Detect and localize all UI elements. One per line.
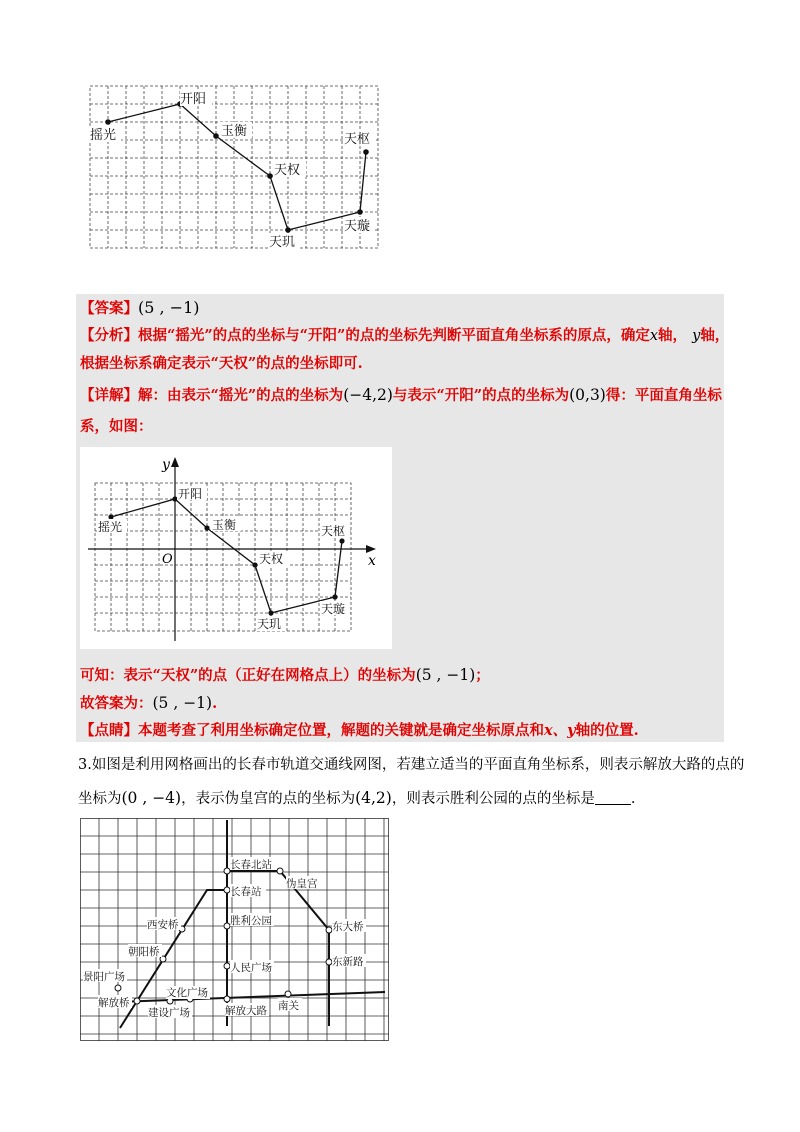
label-jiefang-dalu: 解放大路 <box>225 1005 267 1017</box>
figure-2-coordinate-system <box>80 447 392 649</box>
label-tianquan: 天权 <box>259 552 284 566</box>
point-yaoguang <box>105 119 111 125</box>
label-kaiyang: 开阳 <box>178 487 203 501</box>
point-tianxuan <box>357 209 363 215</box>
answer-blank <box>595 790 631 805</box>
label-yuheng: 玉衡 <box>212 518 237 532</box>
label-dongxinlu: 东新路 <box>332 956 364 968</box>
question-3-coord-2: (4,2) <box>355 789 392 807</box>
label-tianji: 天玑 <box>257 617 282 631</box>
y-axis-label: y <box>162 457 170 473</box>
point-kaiyang <box>172 496 177 501</box>
final-answer-label: 故答案为： <box>80 695 153 712</box>
comment-text-2: 轴的位置. <box>575 722 639 739</box>
answer-value: (5 , −1) <box>138 298 200 317</box>
analysis-line-1 <box>80 325 729 347</box>
point-tianshu <box>339 538 344 543</box>
point-tianquan <box>267 173 273 179</box>
conclusion-line-2 <box>80 692 217 715</box>
label-tianji: 天玑 <box>269 235 296 250</box>
analysis-x-var: x <box>649 328 659 344</box>
point-yuheng <box>204 525 209 530</box>
analysis-text-3: 轴， <box>700 327 730 344</box>
comment-line <box>80 720 639 742</box>
label-tianxuan: 天璇 <box>321 602 346 616</box>
answer-label: 【答案】 <box>80 300 138 317</box>
figure-1-constellation <box>88 84 388 254</box>
label-yuheng: 玉衡 <box>221 124 248 139</box>
label-tianxuan: 天璇 <box>344 219 371 234</box>
station-nanguan <box>285 991 291 997</box>
label-jianshe-square: 建设广场 <box>148 1007 190 1019</box>
label-weihuanggong: 伪皇宫 <box>286 878 318 890</box>
detail-text-1: 解：由表示“摇光”的点的坐标为 <box>138 387 344 404</box>
label-tianshu: 天枢 <box>344 132 371 147</box>
comment-label: 【点睛】 <box>80 722 138 739</box>
station-jingyang-square <box>115 985 121 991</box>
label-wenhua-square: 文化广场 <box>166 987 208 999</box>
detail-text-2: 与表示“开阳”的点的坐标为 <box>392 387 570 404</box>
detail-coord-1: (−4,2) <box>343 386 393 404</box>
detail-label: 【详解】 <box>80 387 138 404</box>
question-3-text-2a: 坐标为 <box>78 791 122 807</box>
analysis-label: 【分析】 <box>80 327 138 344</box>
label-kaiyang: 开阳 <box>180 92 207 107</box>
final-answer-value: (5 , −1) <box>152 694 213 712</box>
conclusion-line-1 <box>80 664 490 687</box>
label-xianqiao: 西安桥 <box>147 919 179 931</box>
origin-label: O <box>162 552 173 567</box>
label-yaoguang: 摇光 <box>90 128 117 143</box>
question-3-line-2 <box>78 787 635 810</box>
label-dongdaqiao: 东大桥 <box>332 921 364 933</box>
question-3-coord-1: (0 , −4) <box>121 789 182 807</box>
figure-3-transit-map <box>80 818 392 1042</box>
point-tianxuan <box>332 594 337 599</box>
point-yaoguang <box>108 514 113 519</box>
question-3-line-1 <box>78 754 744 776</box>
label-jiefangqiao: 解放桥 <box>98 997 130 1009</box>
analysis-y-var: y <box>692 328 701 344</box>
conclusion-text-1: 可知：表示“天权”的点（正好在网格点上）的坐标为 <box>80 667 416 684</box>
label-tianshu: 天枢 <box>321 524 346 538</box>
label-renmin-square: 人民广场 <box>230 962 272 974</box>
conclusion-coord: (5 , −1) <box>415 666 476 684</box>
final-answer-end: . <box>212 695 218 712</box>
detail-text-4: 系，如图： <box>80 418 153 435</box>
label-shengli-park: 胜利公园 <box>230 915 272 927</box>
figure-1-grid <box>90 86 378 248</box>
point-tianquan <box>252 562 257 567</box>
label-changchun-north: 长春北站 <box>230 859 272 871</box>
label-nanguan: 南关 <box>278 1000 299 1012</box>
point-tianshu <box>363 149 369 155</box>
point-yuheng <box>213 133 219 139</box>
point-tianji <box>268 610 273 615</box>
analysis-text-1: 根据“摇光”的点的坐标与“开阳”的点的坐标先判断平面直角坐标系的原点，确定 <box>138 327 650 344</box>
question-3-text-1: 3.如图是利用网格画出的长春市轨道交通线网图，若建立适当的平面直角坐标系，则表示解放大路的点的 <box>78 757 745 773</box>
analysis-text-2: 轴， <box>658 327 688 344</box>
x-axis-label: x <box>368 553 376 569</box>
station-weihuanggong <box>277 868 283 874</box>
question-3-text-2d: . <box>630 791 636 807</box>
answer-line <box>80 297 200 320</box>
label-yaoguang: 摇光 <box>98 520 123 534</box>
conclusion-text-2: ； <box>475 667 490 684</box>
label-changchun: 长春站 <box>230 886 262 898</box>
station-jiefang-dalu <box>224 996 230 1002</box>
analysis-text-4: 根据坐标系确定表示“天权”的点的坐标即可. <box>80 355 363 372</box>
detail-coord-2: (0,3) <box>569 386 606 404</box>
label-chaoyangqiao: 朝阳桥 <box>128 946 160 958</box>
detail-line-1 <box>80 384 722 407</box>
comment-vars: x、y <box>544 722 576 739</box>
question-3-text-2b: ，表示伪皇宫的点的坐标为 <box>181 791 356 807</box>
detail-text-3: 得：平面直角坐标 <box>605 387 722 404</box>
point-tianji <box>285 227 291 233</box>
station-jiefangqiao <box>134 998 140 1004</box>
label-jingyang-square: 景阳广场 <box>83 971 125 983</box>
detail-line-2 <box>80 416 153 438</box>
analysis-line-2 <box>80 353 363 375</box>
comment-text-1: 本题考查了利用坐标确定位置，解题的关键就是确定坐标原点和 <box>138 722 544 739</box>
label-tianquan: 天权 <box>274 163 301 178</box>
question-3-text-2c: ，则表示胜利公园的点的坐标是 <box>391 791 595 807</box>
